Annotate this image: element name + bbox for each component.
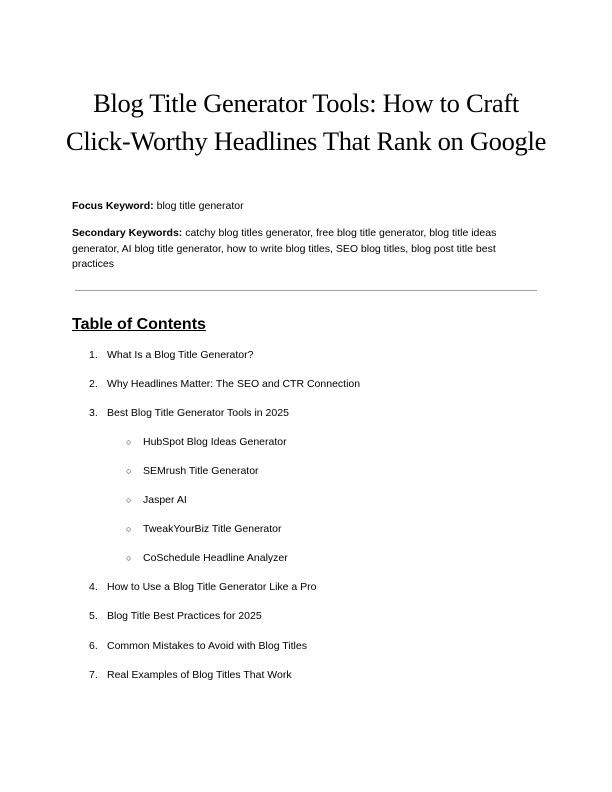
toc-item-label: Blog Title Best Practices for 2025 <box>107 610 262 622</box>
toc-subitem-label: TweakYourBiz Title Generator <box>143 523 282 535</box>
toc-subitem-semrush[interactable] <box>0 463 540 479</box>
hollow-circle-bullet-icon: ○ <box>126 495 132 505</box>
toc-subitem-label: HubSpot Blog Ideas Generator <box>143 436 287 448</box>
hollow-circle-bullet-icon: ○ <box>126 437 132 447</box>
toc-heading: Table of Contents <box>72 316 206 333</box>
toc-subitem-hubspot[interactable] <box>0 434 540 450</box>
focus-keyword-label: Focus Keyword: <box>72 200 154 212</box>
toc-item-label: Common Mistakes to Avoid with Blog Titles <box>107 640 307 652</box>
toc-subitem-label: CoSchedule Headline Analyzer <box>143 552 288 564</box>
toc-item-why-headlines-matter[interactable] <box>0 376 540 392</box>
document-title-line-1: Blog Title Generator Tools: How to Craft <box>93 88 519 118</box>
toc-item-real-examples[interactable] <box>0 667 540 683</box>
document-title-line-2: Click-Worthy Headlines That Rank on Google <box>65 126 547 156</box>
toc-item-label: What Is a Blog Title Generator? <box>107 349 254 361</box>
toc-item-number: 2. <box>89 378 98 390</box>
toc-subitem-jasper[interactable] <box>0 492 540 508</box>
toc-subitem-coschedule[interactable] <box>0 550 540 566</box>
secondary-keywords-label: Secondary Keywords: <box>72 227 183 239</box>
toc-item-number: 3. <box>89 407 98 419</box>
toc-item-best-tools[interactable] <box>0 405 540 421</box>
hollow-circle-bullet-icon: ○ <box>126 524 132 534</box>
toc-item-best-practices[interactable] <box>0 608 540 624</box>
toc-item-common-mistakes[interactable] <box>0 638 540 654</box>
secondary-keywords-value: catchy blog titles generator, free blog title generator, blog title ideas generator, AI blog title generator, how to write blog titles, SEO blog titles, blog post title best practices <box>72 227 497 270</box>
toc-subitem-label: SEMrush Title Generator <box>143 465 259 477</box>
hollow-circle-bullet-icon: ○ <box>126 466 132 476</box>
toc-subitem-label: Jasper AI <box>143 494 187 506</box>
hollow-circle-bullet-icon: ○ <box>126 553 132 563</box>
toc-item-number: 7. <box>89 669 98 681</box>
toc-item-label: Best Blog Title Generator Tools in 2025 <box>107 407 289 419</box>
toc-item-label: Real Examples of Blog Titles That Work <box>107 669 292 681</box>
toc-subitem-tweakyourbiz[interactable] <box>0 521 540 537</box>
toc-item-how-to-use[interactable] <box>0 579 540 595</box>
toc-item-number: 4. <box>89 581 98 593</box>
focus-keyword-value: blog title generator <box>156 200 244 212</box>
toc-item-what-is-generator[interactable] <box>0 347 540 363</box>
toc-item-number: 6. <box>89 640 98 652</box>
toc-item-number: 1. <box>89 349 98 361</box>
toc-item-number: 5. <box>89 610 98 622</box>
toc-item-label: How to Use a Blog Title Generator Like a Pro <box>107 581 317 593</box>
toc-item-label: Why Headlines Matter: The SEO and CTR Connection <box>107 378 361 390</box>
